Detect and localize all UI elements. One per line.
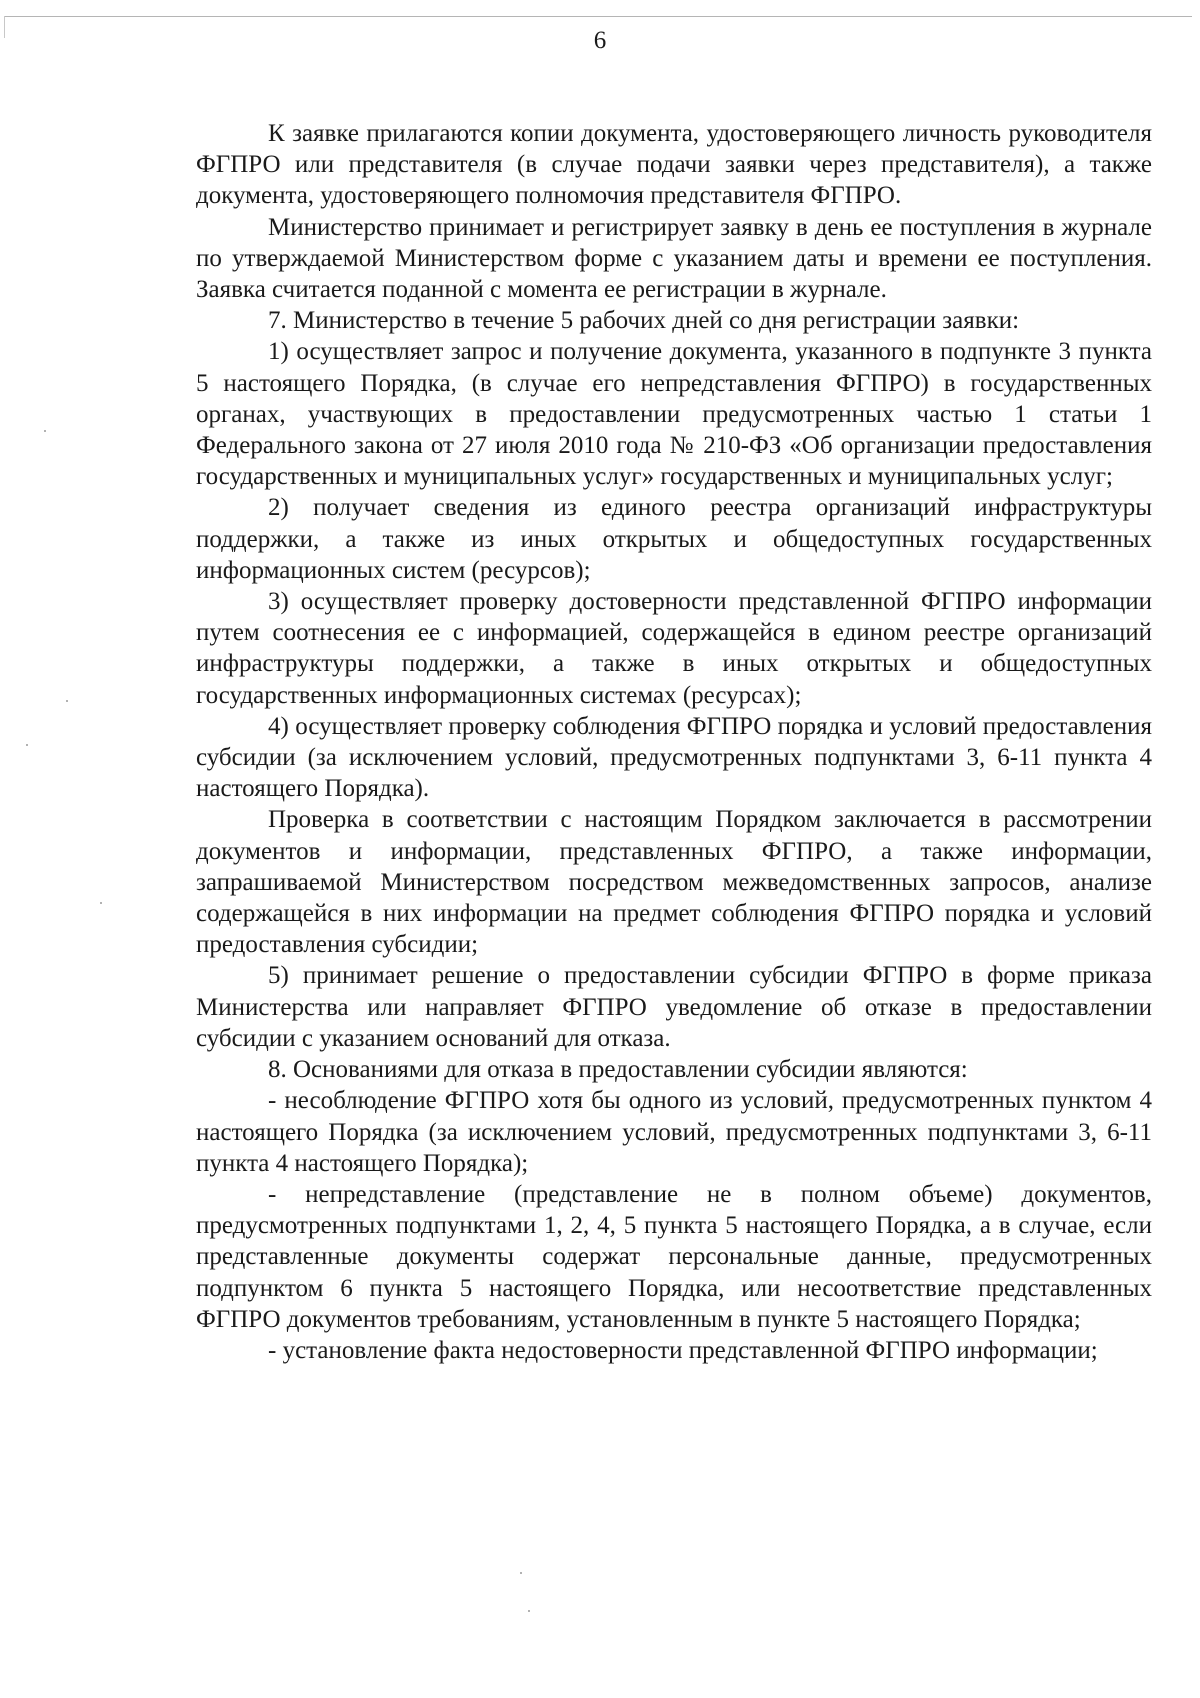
paragraph-registration: Министерство принимает и регистрирует заявку в день ее поступления в журнале по утверждаемой Министерством форме с указанием даты и времени ее поступления. Заявка считается поданной с момента ее регистрации в журнале. — [196, 213, 1152, 304]
clause-7-item-4: 4) осуществляет проверку соблюдения ФГПРО порядка и условий предоставления субсидии (за исключением условий, предусмотренных подпунктами 3, 6-11 пункта 4 настоящего Порядка). — [196, 712, 1152, 803]
page-number: 6 — [593, 27, 607, 54]
scan-speck — [44, 430, 46, 432]
scan-speck — [528, 1610, 530, 1612]
paragraph-verification: Проверка в соответствии с настоящим Порядком заключается в рассмотрении документов и информации, представленных ФГПРО, а также информации, запрашиваемой Министерством посредством межведомственных запросов, анализе содержащейся в них информации на предмет соблюдения ФГПРО порядка и условий предоставления субсидии; — [196, 806, 1152, 959]
scan-speck — [66, 700, 68, 702]
scan-speck — [520, 1572, 522, 1574]
clause-7-item-1: 1) осуществляет запрос и получение документа, указанного в подпункте 3 пункта 5 настоящего Порядка, (в случае его непредставления ФГПРО) в государственных органах, участвующих в предоставлении предусмотренных частью 1 статьи 1 Федерального закона от 27 июля 2010 года № 210-ФЗ «Об организации предоставления государственных и муниципальных услуг» государственных и муниципальных услуг; — [196, 338, 1152, 491]
clause-8-bullet-1: - несоблюдение ФГПРО хотя бы одного из условий, предусмотренных пунктом 4 настоящего Порядка (за исключением условий, предусмотренных подпунктами 3, 6-11 пункта 4 настоящего Порядка); — [196, 1087, 1152, 1177]
scan-speck — [26, 744, 28, 746]
document-body — [196, 118, 1152, 1366]
clause-7-heading: 7. Министерство в течение 5 рабочих дней со дня регистрации заявки: — [268, 307, 1020, 335]
scan-speck — [100, 902, 102, 904]
scan-top-border — [4, 16, 1192, 17]
clause-7-item-3: 3) осуществляет проверку достоверности представленной ФГПРО информации путем соотнесения ее с информацией, содержащейся в едином реестре организаций инфраструктуры поддержки, а также в иных открытых и общедоступных государственных информационных системах (ресурсах); — [196, 588, 1152, 709]
clause-7-item-2: 2) получает сведения из единого реестра организаций инфраструктуры поддержки, а также из иных открытых и общедоступных государственных информационных систем (ресурсов); — [196, 494, 1152, 584]
clause-8-bullet-2: - непредставление (представление не в полном объеме) документов, предусмотренных подпунктами 1, 2, 4, 5 пункта 5 настоящего Порядка, а в случае, если представленные документы содержат персональные данные, предусмотренных подпунктом 6 пункта 5 настоящего Порядка, или несоответствие представленных ФГПРО документов требованиям, установленным в пункте 5 настоящего Порядка; — [196, 1180, 1152, 1333]
clause-8-heading: 8. Основаниями для отказа в предоставлении субсидии являются: — [268, 1056, 968, 1084]
clause-8-bullet-3: - установление факта недостоверности представленной ФГПРО информации; — [268, 1336, 1098, 1364]
paragraph-attachments: К заявке прилагаются копии документа, удостоверяющего личность руководителя ФГПРО или представителя (в случае подачи заявки через представителя), а также документа, удостоверяющего полномочия представителя ФГПРО. — [196, 120, 1152, 210]
clause-7-item-5: 5) принимает решение о предоставлении субсидии ФГПРО в форме приказа Министерства или направляет ФГПРО уведомление об отказе в предоставлении субсидии с указанием оснований для отказа. — [196, 962, 1152, 1052]
